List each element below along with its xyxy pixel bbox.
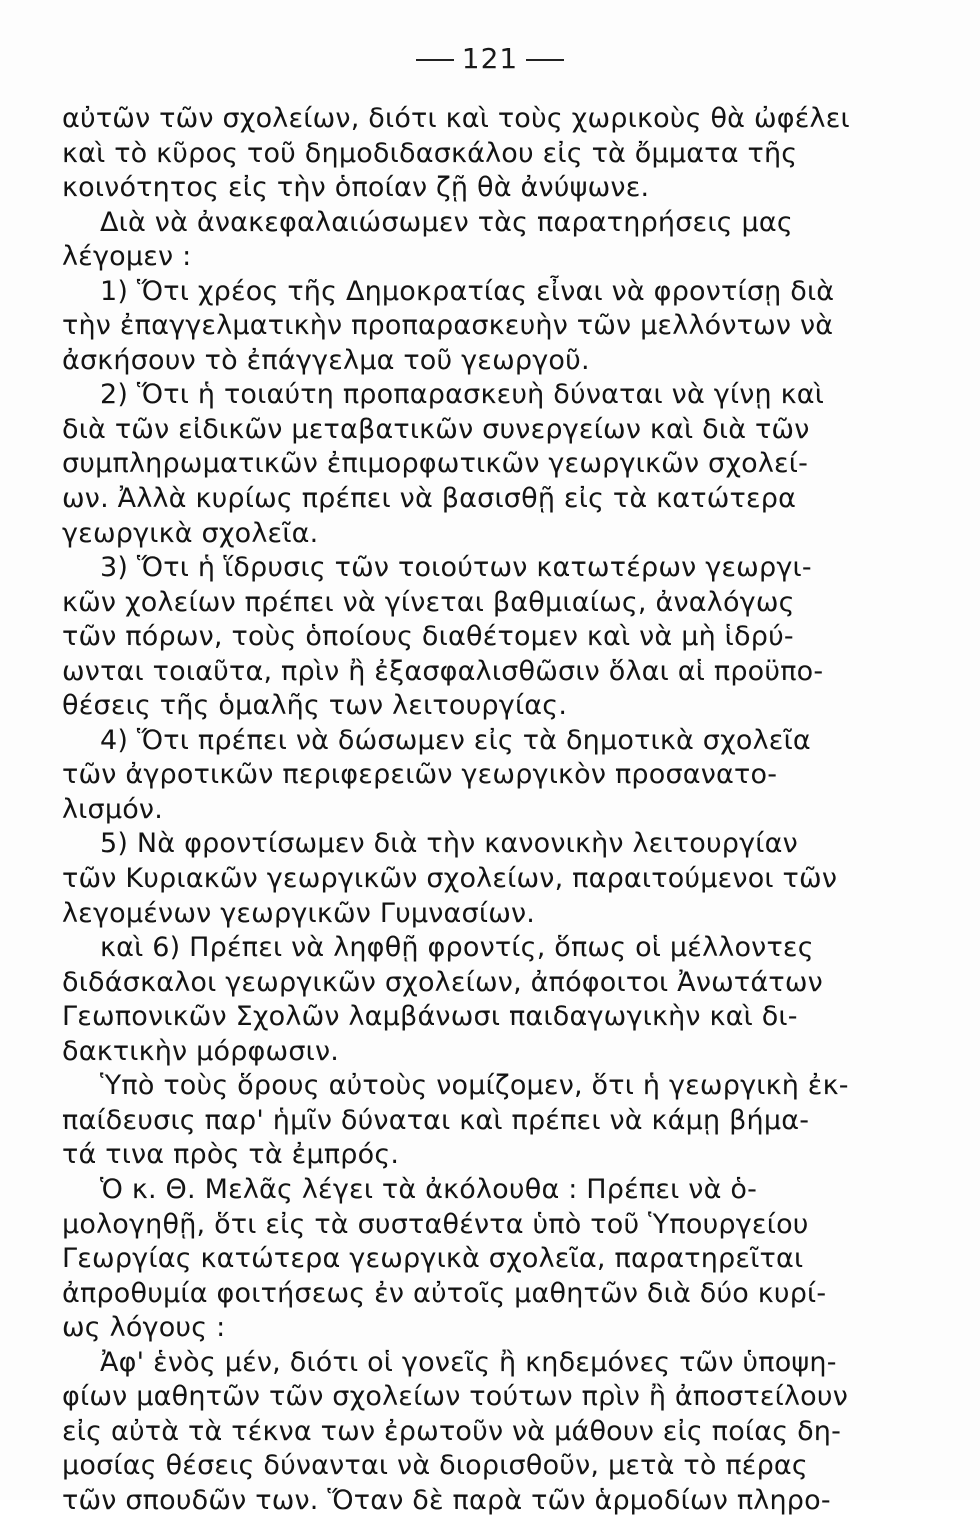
text-line: Ὁ κ. Θ. Μελᾶς λέγει τὰ ἀκόλουθα : Πρέπει νὰ ὁ- xyxy=(100,1173,758,1205)
text-line: 5) Νὰ φροντίσωμεν διὰ τὴν κανονικὴν λειτουργίαν xyxy=(100,828,798,860)
text-line: 4) Ὅτι πρέπει νὰ δώσωμεν εἰς τὰ δημοτικὰ σχολεῖα xyxy=(100,724,811,756)
text-line: λεγομένων γεωργικῶν Γυμνασίων. xyxy=(62,897,536,929)
text-line: 3) Ὅτι ἡ ἵδρυσις τῶν τοιούτων κατωτέρων γεωργι- xyxy=(100,552,812,584)
text-line: 1) Ὅτι χρέος τῆς Δημοκρατίας εἶναι νὰ φροντίσῃ διὰ xyxy=(100,275,835,307)
text-line: ἀσκήσουν τὸ ἐπάγγελμα τοῦ γεωργοῦ. xyxy=(62,344,590,376)
text-line: κοινότητος εἰς τὴν ὁποίαν ζῇ θὰ ἀνύψωνε. xyxy=(62,172,650,204)
text-line: αὐτῶν τῶν σχολείων, διότι καὶ τοὺς χωρικοὺς θὰ ὠφέλει xyxy=(62,103,850,134)
text-line: γεωργικὰ σχολεῖα. xyxy=(62,517,319,549)
header-dash-left xyxy=(416,59,454,61)
text-line: φίων μαθητῶν τῶν σχολείων τούτων πρὶν ἢ ἀποστείλουν xyxy=(62,1381,848,1413)
text-line: συμπληρωματικῶν ἐπιμορφωτικῶν γεωργικῶν σχολεί- xyxy=(62,448,809,480)
header-dash-right xyxy=(526,59,564,61)
text-line: Γεωργίας κατώτερα γεωργικὰ σχολεῖα, παρατηρεῖται xyxy=(62,1243,804,1275)
text-line: ἀπροθυμία φοιτήσεως ἐν αὐτοῖς μαθητῶν διὰ δύο κυρί- xyxy=(62,1277,827,1309)
text-line: Διὰ νὰ ἀνακεφαλαιώσωμεν τὰς παρατηρήσεις μας xyxy=(100,206,793,238)
text-line: παίδευσις παρ' ἡμῖν δύναται καὶ πρέπει νὰ κάμῃ βήμα- xyxy=(62,1104,810,1136)
text-line: ωνται τοιαῦτα, πρὶν ἢ ἐξασφαλισθῶσιν ὅλαι αἱ προϋπο- xyxy=(62,655,824,687)
text-line: 2) Ὅτι ἡ τοιαύτη προπαρασκευὴ δύναται νὰ γίνῃ καὶ xyxy=(100,379,825,411)
text-line: τά τινα πρὸς τὰ ἐμπρός. xyxy=(62,1139,400,1171)
text-line: τῶν σπουδῶν των. Ὅταν δὲ παρὰ τῶν ἁρμοδίων πληρο- xyxy=(62,1484,831,1516)
page-header xyxy=(0,42,980,75)
text-line: μολογηθῇ, ὅτι εἰς τὰ συσταθέντα ὑπὸ τοῦ Ὑπουργείου xyxy=(62,1208,809,1240)
text-line: ων. Ἀλλὰ κυρίως πρέπει νὰ βασισθῇ εἰς τὰ κατώτερα xyxy=(62,483,797,515)
text-line: λισμόν. xyxy=(62,793,163,825)
text-line: διδάσκαλοι γεωργικῶν σχολείων, ἀπόφοιτοι Ἀνωτάτων xyxy=(62,966,823,998)
text-line: τῶν Κυριακῶν γεωργικῶν σχολείων, παραιτούμενοι τῶν xyxy=(62,863,838,895)
text-line: καὶ 6) Πρέπει νὰ ληφθῇ φροντίς, ὅπως οἱ μέλλοντες xyxy=(100,932,814,964)
text-line: Ἀφ' ἑνὸς μέν, διότι οἱ γονεῖς ἢ κηδεμόνες τῶν ὑποψη- xyxy=(100,1346,837,1378)
text-line: μοσίας θέσεις δύνανται νὰ διορισθοῦν, μετὰ τὸ πέρας xyxy=(62,1450,808,1482)
text-line: Ὑπὸ τοὺς ὅρους αὐτοὺς νομίζομεν, ὅτι ἡ γεωργικὴ ἐκ- xyxy=(100,1070,849,1102)
text-line: λέγομεν : xyxy=(62,241,192,273)
text-line: ως λόγους : xyxy=(62,1312,226,1344)
body-text xyxy=(62,102,882,1518)
text-line: εἰς αὐτὰ τὰ τέκνα των ἐρωτοῦν νὰ μάθουν εἰς ποίας δη- xyxy=(62,1415,842,1447)
text-line: διὰ τῶν εἰδικῶν μεταβατικῶν συνεργείων καὶ διὰ τῶν xyxy=(62,413,810,445)
page-number: 121 xyxy=(461,42,519,75)
text-line: τὴν ἐπαγγελματικὴν προπαρασκευὴν τῶν μελλόντων νὰ xyxy=(62,310,834,342)
text-line: δακτικὴν μόρφωσιν. xyxy=(62,1035,340,1067)
text-line: κῶν χολείων πρέπει νὰ γίνεται βαθμιαίως, ἀναλόγως xyxy=(62,586,795,618)
text-line: τῶν πόρων, τοὺς ὁποίους διαθέτομεν καὶ νὰ μὴ ἱδρύ- xyxy=(62,621,794,653)
text-line: τῶν ἀγροτικῶν περιφερειῶν γεωργικὸν προσανατο- xyxy=(62,759,778,791)
text-line: καὶ τὸ κῦρος τοῦ δημοδιδασκάλου εἰς τὰ ὄμματα τῆς xyxy=(62,137,798,169)
text-line: θέσεις τῆς ὁμαλῆς των λειτουργίας. xyxy=(62,690,568,722)
text-line: Γεωπονικῶν Σχολῶν λαμβάνωσι παιδαγωγικὴν καὶ δι- xyxy=(62,1001,798,1033)
